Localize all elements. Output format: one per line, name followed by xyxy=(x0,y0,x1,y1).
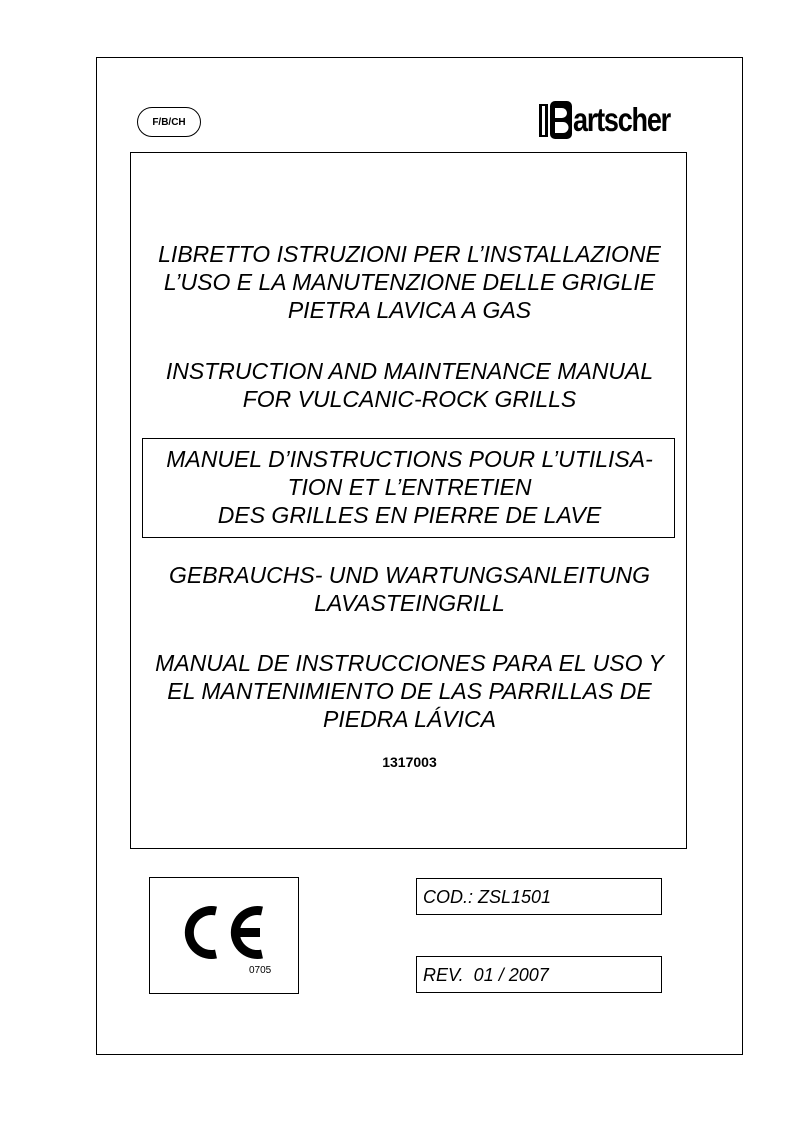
title-italian-line-3: PIETRA LAVICA A GAS xyxy=(287,297,532,323)
title-german-line-1: GEBRAUCHS- UND WARTUNGSANLEITUNG xyxy=(169,562,650,588)
title-english-line-1: INSTRUCTION AND MAINTENANCE MANUAL xyxy=(165,358,654,384)
ce-certification-box xyxy=(149,877,299,994)
title-french-line-1: MANUEL D’INSTRUCTIONS POUR L’UTILISA- xyxy=(166,446,653,472)
title-french-line-2: TION ET L’ENTRETIEN xyxy=(287,474,532,500)
title-spanish-line-1: MANUAL DE INSTRUCCIONES PARA EL USO Y xyxy=(155,650,664,676)
title-box xyxy=(130,152,687,849)
title-german-line-2: LAVASTEINGRILL xyxy=(314,590,505,616)
title-spanish-line-2: EL MANTENIMIENTO DE LAS PARRILLAS DE xyxy=(167,678,652,704)
ce-notified-body-number: 0705 xyxy=(249,965,272,976)
title-spanish-line-3: PIEDRA LÁVICA xyxy=(323,706,496,732)
title-french-line-3: DES GRILLES EN PIERRE DE LAVE xyxy=(217,502,602,528)
ce-mark-icon xyxy=(180,905,270,960)
document-code: COD.: ZSL1501 xyxy=(416,878,662,915)
article-number: 1317003 xyxy=(382,754,437,770)
brand-initial-logo-icon xyxy=(538,98,574,142)
title-italian-line-2: L’USO E LA MANUTENZIONE DELLE GRIGLIE xyxy=(163,269,656,295)
region-badge: F/B/CH xyxy=(137,107,201,137)
title-english-line-2: FOR VULCANIC-ROCK GRILLS xyxy=(242,386,577,412)
title-italian-line-1: LIBRETTO ISTRUZIONI PER L’INSTALLAZIONE xyxy=(158,241,661,267)
brand-logo xyxy=(538,98,691,142)
document-revision: REV. 01 / 2007 xyxy=(416,956,662,993)
brand-name: artscher xyxy=(573,101,670,138)
